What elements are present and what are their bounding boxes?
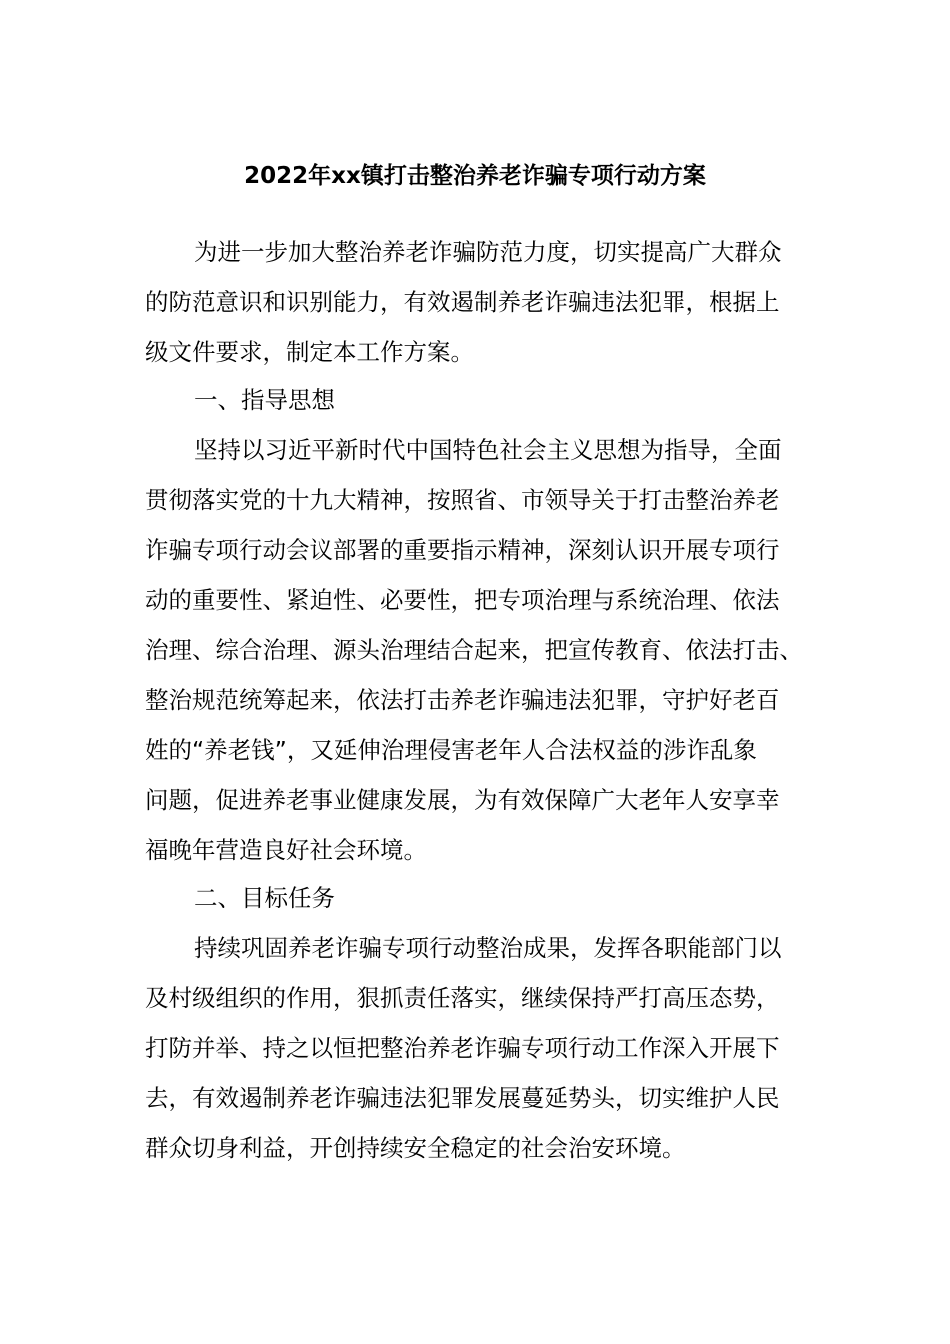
intro-line-3: 级文件要求，制定本工作方案。 [145, 338, 474, 366]
section-heading-goals: 二、目标任务 [194, 884, 335, 912]
guiding-line-9: 福晚年营造良好社会环境。 [145, 836, 427, 864]
guiding-line-6: 整治规范统筹起来，依法打击养老诈骗违法犯罪，守护好老百 [145, 686, 780, 714]
guiding-line-3: 诈骗专项行动会议部署的重要指示精神，深刻认识开展专项行 [145, 536, 780, 564]
goals-line-3: 打防并举、持之以恒把整治养老诈骗专项行动工作深入开展下 [145, 1034, 780, 1062]
guiding-line-1: 坚持以习近平新时代中国特色社会主义思想为指导，全面 [194, 436, 782, 464]
goals-line-1: 持续巩固养老诈骗专项行动整治成果，发挥各职能部门以 [194, 934, 782, 962]
goals-line-4: 去，有效遏制养老诈骗违法犯罪发展蔓延势头，切实维护人民 [145, 1084, 780, 1112]
goals-line-2: 及村级组织的作用，狠抓责任落实，继续保持严打高压态势， [145, 984, 780, 1012]
document-title: 2022年xx镇打击整治养老诈骗专项行动方案 [244, 163, 706, 189]
guiding-line-8: 问题，促进养老事业健康发展，为有效保障广大老年人安享幸 [145, 786, 780, 814]
guiding-line-5: 治理、综合治理、源头治理结合起来，把宣传教育、依法打击、 [145, 636, 803, 664]
intro-line-2: 的防范意识和识别能力，有效遏制养老诈骗违法犯罪，根据上 [145, 288, 780, 316]
guiding-line-7: 姓的“养老钱”，又延伸治理侵害老年人合法权益的涉诈乱象 [145, 736, 757, 764]
guiding-line-2: 贯彻落实党的十九大精神，按照省、市领导关于打击整治养老 [145, 486, 780, 514]
guiding-line-4: 动的重要性、紧迫性、必要性，把专项治理与系统治理、依法 [145, 586, 780, 614]
section-heading-guiding-thought: 一、指导思想 [194, 386, 335, 414]
goals-line-5: 群众切身利益，开创持续安全稳定的社会治安环境。 [145, 1134, 686, 1162]
intro-line-1: 为进一步加大整治养老诈骗防范力度，切实提高广大群众 [194, 238, 782, 266]
